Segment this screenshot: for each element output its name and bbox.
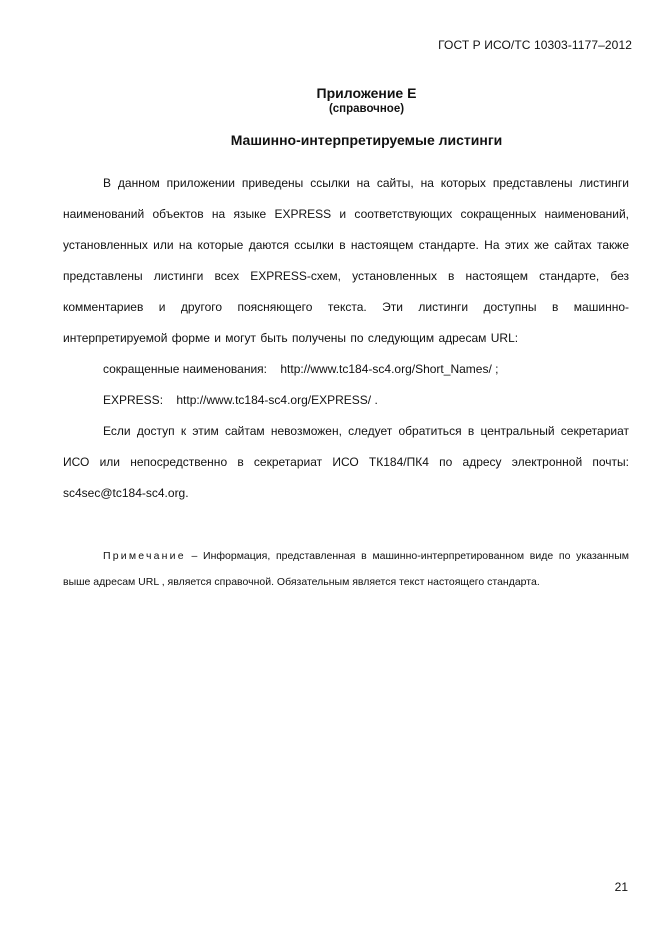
intro-paragraph: В данном приложении приведены ссылки на сайты, на которых представлены листинги наименований объектов на языке EXPRESS и соответствующих сокращенных наименований, установленных или на которые даются ссылки в настоящем стандарте. На этих же сайтах также представлены листинги всех EXPRESS-схем, установленных в настоящем стандарте, без комментариев и другого поясняющего текста. Эти листинги доступны в машинно-интерпретируемой форме и могут быть получены по следующим адресам URL: [63,176,629,345]
express-end: . [371,393,378,407]
annex-subtitle: (справочное) [328,103,405,115]
note-block [63,543,629,595]
short-names-end: ; [491,362,499,376]
express-line [63,385,629,416]
express-url[interactable]: http://www.tc184-sc4.org/EXPRESS/ [176,393,372,407]
short-names-label: сокращенные наименования: [103,362,268,376]
short-names-line [63,354,629,385]
section-title: Машинно-интерпретируемые листинги [230,132,503,148]
contact-paragraph: Если доступ к этим сайтам невозможен, следует обратиться в центральный секретариат ИСО или непосредственно в секретариат ИСО ТК184/ПК4 по адресу электронной почты: sc4sec@tc184-sc4.org. [63,424,629,500]
express-label: EXPRESS: [103,393,164,407]
short-names-url[interactable]: http://www.tc184-sc4.org/Short_Names/ [280,362,492,376]
note-lead: Примечание [103,550,186,562]
annex-body [63,168,629,509]
document-designation: ГОСТ Р ИСО/ТС 10303-1177–2012 [438,38,632,52]
page-number: 21 [614,880,628,894]
annex-title: Приложение Е [316,85,417,101]
note-text: – Информация, представленная в машинно-интерпретированном виде по указанным выше адресам URL , является справочной. Обязательным является текст настоящего стандарта. [63,550,629,588]
